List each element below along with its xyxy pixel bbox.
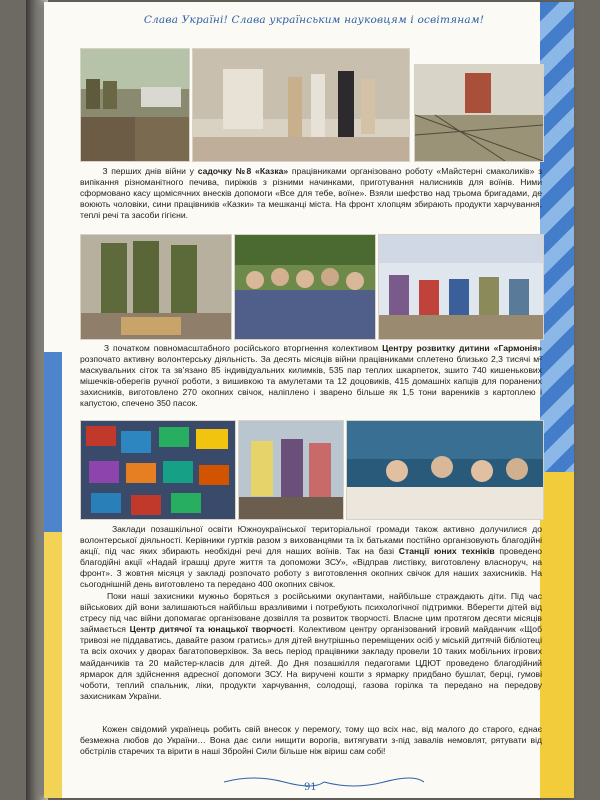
tekhniky-text-c: проведено благодійні акції «Надай іграшці друге життя та допоможи ЗСУ», «Відправ листівку, виготовлену власноруч, на фронт». З жовтня місяця у закладі розпочато роботу з виготовлення окопних свічок для наших захисників. На сьогоднішній день виготовлено та передано 400 окопних свічок. [80,546,542,590]
kazka-text-a: З перших днів війни у [102,166,198,176]
harmonia-name: Центру розвитку дитини «Гармонія» [382,343,542,353]
page-slogan: Слава Україні! Слава українським науковцям і освітянам! [143,14,485,26]
page-number: 91 [304,782,317,793]
flag-stripe-blue [540,2,574,472]
flag-stripe-yellow [540,472,574,798]
tekhniky-name: Станції юних техніків [398,546,495,557]
footer-ornament [224,774,424,790]
photo-kitchen-dumplings [346,420,544,520]
kazka-paragraph [80,166,542,221]
harmonia-paragraph [80,343,542,410]
photo-kazka-volunteers [192,48,410,162]
harmonia-text-c: розпочато активну волонтерську діяльність. За десять місяців війни працівниками сплетено близько 2,3 тисячі м² маскувальних сіток та зв’язано 85 індивідуальних килимків, 535 пар теплих шкарпеток, зшито 740 кишенькових мішечків-оберегів ручної роботи, з вишивкою та амулетами та 12 доцовиків, 415 домашніх капців для поранених захисників, виготовлено 270 окопних свічок, наліплено і зварено більше як 1,5 тони вареників з картоплею і капустою, спечено 350 пасок. [80,354,542,409]
tvorchist-text-c: . Колективом центру організований ігровий майданчик «Щоб тривозі не піддаватись, давайте разом гратись» для дітей внутрішньо переміщених осіб у міській дитячій бібліотеці та всіх охочих у дворах багатоповерхівок. За весь період працівники закладу провели 10 таких мобільних ігрових майданчиків та 20 майстер-класів для дітей. До Дня позашкілля педагогами ЦДЮТ проведено благодійний ярмарок для здійснення адресної допомоги ЗСУ. На виручені кошти з ярмарку придбано бушлат, берці, гумові чоботи, теплий спальник, ліки, продукти харчування, солодощі, газова горілка та передано на передову захисникам України. [80,624,542,701]
tekhniky-text-a: Заклади позашкільної освіти Южноукраїнської територіальної громади також активно долучилися до волонтерської діяльності. Керівники гуртків разом з вихованцями та їх батьками постійно організовують благодійні акції, під час яких збирають необхідні речі для наших воїнів. Так на базі [80,524,542,557]
photo-colorful-bags [80,420,236,520]
photo-candle-making [238,420,344,520]
photo-soldiers-supplies [80,234,232,340]
closing-text: Кожен свідомий українець робить свій внесок у перемогу, тому що всіх нас, від малого до старого, єднає безмежна любов до України… Вона дає сили нищити ворогів, витягувати з-під завалів немовлят, рятувати від обстрілів старечих та вірити в наші Збройні Сили більше ніж віриш сам собі! [80,724,542,757]
book-page [44,2,574,798]
tvorchist-text-a: Поки наші захисники мужньо боряться з російськими окупантами, найбільше страждають діти. Під час військових дій вони залишаються найбільш вразливими і потребують психологічної підтримки. Вберегти дітей від стресу під час війни допомагає організоване дозвілля та розвиток творчості. Власне цим протягом десяти місяців займається [80,591,543,635]
kazka-text-c: працівниками організовано роботу «Майстерні смаколиків» з випікання різноманітного печива, пиріжків з різними начинками, приготування налисників для воїнів. Ними сформовано касу щомісячних внесків допомоги «Все для тебе, воїне». Взяли шефство над трьома бригадами, де воюють чоловіки, сини працівників «Казки» та мешканці міста. На фронт хлопцям збирають продукти харчування, теплі речі та засоби гігієни. [80,166,543,221]
harmonia-text-a: З початком повномасштабного російського вторгнення колективом [103,343,383,353]
kazka-name: садочку №8 «Казка» [197,166,289,176]
tekhniky-paragraph [80,524,542,591]
photo-harmonia-workshop [378,234,544,340]
photo-harmonia-group [234,234,376,340]
flag-stripe-left [44,352,62,798]
tvorchist-paragraph [80,591,542,702]
closing-paragraph [80,724,542,757]
tvorchist-name: Центр дитячої та юнацької творчості [129,624,293,635]
photo-soldiers-collage [80,48,190,162]
photo-net-weaving [414,64,544,162]
